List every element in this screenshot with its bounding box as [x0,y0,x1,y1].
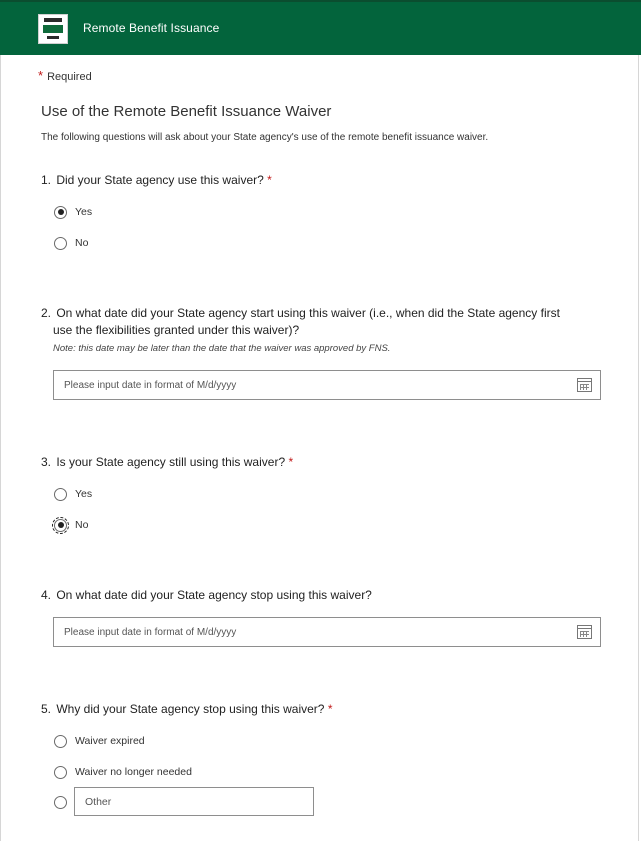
question-number: 5. [41,702,52,716]
question-2-title [41,305,601,339]
question-1-title [41,172,272,189]
option-label: No [75,519,89,531]
required-legend [38,68,92,83]
section-title: Use of the Remote Benefit Issuance Waiver [41,103,332,120]
calendar-icon[interactable] [577,625,592,639]
q5-option-other[interactable] [54,794,67,810]
radio-button[interactable] [54,519,67,532]
question-text: Why did your State agency stop using this waiver? [56,702,325,716]
radio-button[interactable] [54,735,67,748]
radio-button[interactable] [54,796,67,809]
question-3-title [41,454,293,471]
option-label: Yes [75,206,93,218]
option-label: Yes [75,488,93,500]
option-label: Waiver expired [75,735,145,747]
other-text-field[interactable] [74,787,314,816]
q1-option-no[interactable] [54,235,88,251]
required-star: * [267,173,272,187]
radio-button[interactable] [54,766,67,779]
question-number: 3. [41,455,52,469]
q5-option-waiver-expired[interactable] [54,733,145,749]
question-text: Did your State agency use this waiver? [56,173,264,187]
question-text-line2: use the flexibilities granted under this waiver)? [53,323,300,337]
stop-date-field[interactable] [53,617,601,647]
calendar-icon[interactable] [577,378,592,392]
q1-option-yes[interactable] [54,204,92,220]
question-number: 2. [41,306,52,320]
question-2-note: Note: this date may be later than the date that the waiver was approved by FNS. [53,343,391,354]
option-label: Waiver no longer needed [75,766,192,778]
question-text: Is your State agency still using this waiver? [56,455,286,469]
radio-button[interactable] [54,237,67,250]
question-text-line1: On what date did your State agency start using this waiver (i.e., when did the State agency first [56,306,560,320]
start-date-input[interactable] [54,371,564,399]
option-label: No [75,237,89,249]
app-title: Remote Benefit Issuance [83,21,220,35]
app-header [0,0,641,55]
radio-button[interactable] [54,488,67,501]
required-label: Required [47,71,92,83]
usda-logo-icon [38,14,68,44]
required-star: * [327,702,333,716]
stop-date-input[interactable] [54,618,564,646]
q5-option-no-longer-needed[interactable] [54,764,192,780]
required-star: * [288,455,294,469]
question-number: 1. [41,173,52,187]
section-description: The following questions will ask about your State agency's use of the remote benefit issuance waiver. [41,132,489,143]
question-5-title [41,701,333,718]
q3-option-yes[interactable] [54,486,92,502]
question-text: On what date did your State agency stop using this waiver? [56,588,372,602]
q3-option-no[interactable] [54,517,88,533]
other-input[interactable] [75,788,313,815]
question-number: 4. [41,588,52,602]
question-4-title [41,587,372,604]
radio-button[interactable] [54,206,67,219]
start-date-field[interactable] [53,370,601,400]
required-star: * [38,68,44,83]
